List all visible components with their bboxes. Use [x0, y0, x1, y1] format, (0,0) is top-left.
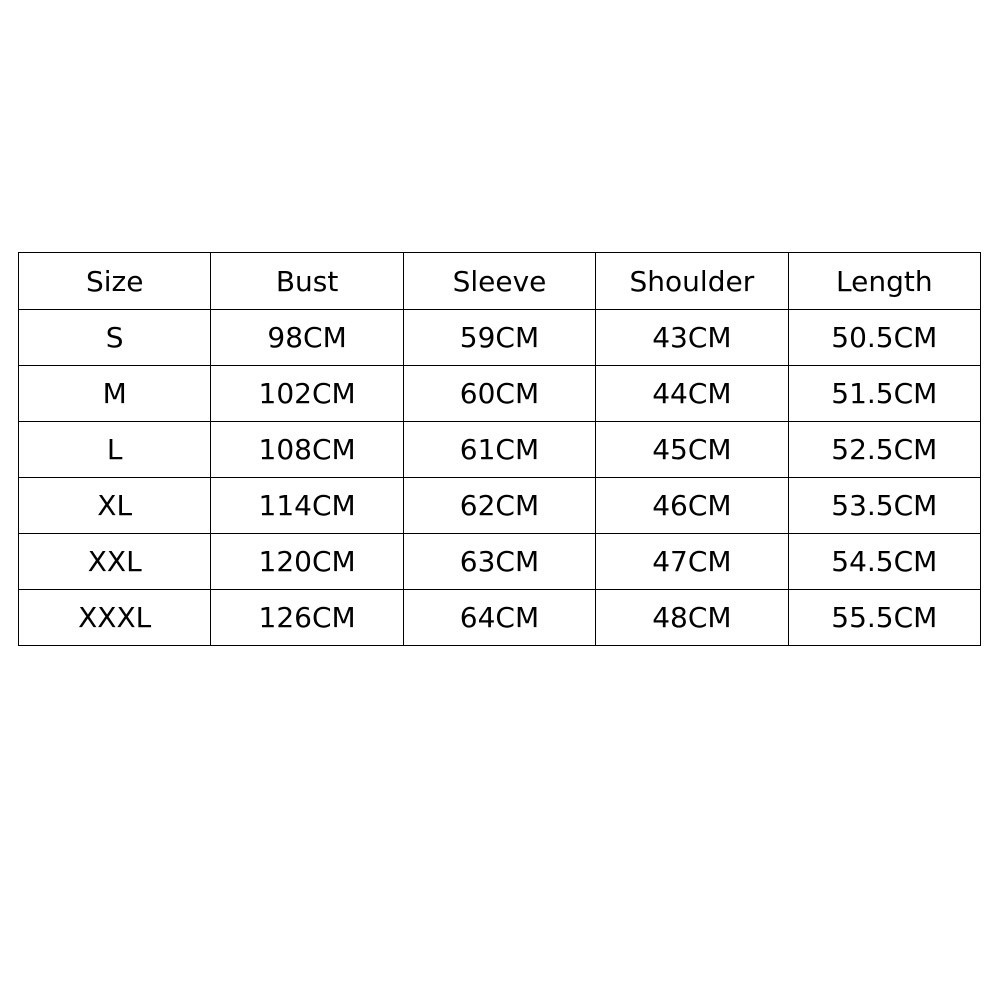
- cell-sleeve: 64CM: [403, 590, 595, 646]
- size-chart-table: [18, 252, 981, 646]
- cell-bust: 114CM: [211, 478, 403, 534]
- table-row: [19, 534, 981, 590]
- cell-length: 53.5CM: [788, 478, 980, 534]
- table-row: [19, 310, 981, 366]
- cell-bust: 120CM: [211, 534, 403, 590]
- cell-size: S: [19, 310, 211, 366]
- table-row: [19, 478, 981, 534]
- cell-sleeve: 59CM: [403, 310, 595, 366]
- cell-sleeve: 60CM: [403, 366, 595, 422]
- cell-sleeve: 61CM: [403, 422, 595, 478]
- cell-size: XXL: [19, 534, 211, 590]
- table-row: [19, 590, 981, 646]
- cell-length: 52.5CM: [788, 422, 980, 478]
- cell-size: L: [19, 422, 211, 478]
- cell-size: XXXL: [19, 590, 211, 646]
- header-row: [19, 253, 981, 310]
- column-header-bust: Bust: [211, 253, 403, 310]
- column-header-shoulder: Shoulder: [596, 253, 788, 310]
- cell-shoulder: 44CM: [596, 366, 788, 422]
- cell-bust: 98CM: [211, 310, 403, 366]
- cell-size: XL: [19, 478, 211, 534]
- cell-bust: 126CM: [211, 590, 403, 646]
- cell-shoulder: 48CM: [596, 590, 788, 646]
- cell-bust: 108CM: [211, 422, 403, 478]
- cell-size: M: [19, 366, 211, 422]
- column-header-length: Length: [788, 253, 980, 310]
- column-header-size: Size: [19, 253, 211, 310]
- cell-shoulder: 45CM: [596, 422, 788, 478]
- cell-shoulder: 43CM: [596, 310, 788, 366]
- table-row: [19, 366, 981, 422]
- table-row: [19, 422, 981, 478]
- cell-length: 51.5CM: [788, 366, 980, 422]
- cell-sleeve: 62CM: [403, 478, 595, 534]
- cell-bust: 102CM: [211, 366, 403, 422]
- cell-sleeve: 63CM: [403, 534, 595, 590]
- cell-shoulder: 46CM: [596, 478, 788, 534]
- cell-shoulder: 47CM: [596, 534, 788, 590]
- column-header-sleeve: Sleeve: [403, 253, 595, 310]
- cell-length: 54.5CM: [788, 534, 980, 590]
- cell-length: 50.5CM: [788, 310, 980, 366]
- cell-length: 55.5CM: [788, 590, 980, 646]
